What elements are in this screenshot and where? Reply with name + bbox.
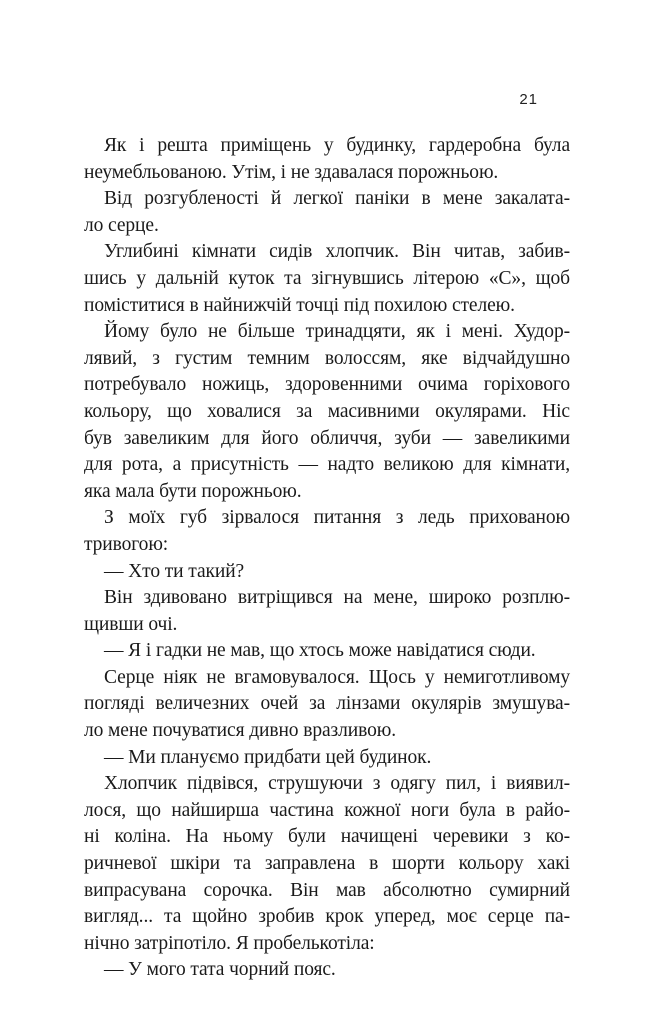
text-line: Йому було не більше тринадцяти, як і мені. Худор-: [104, 321, 570, 343]
text-line: лявий, з густим темним волоссям, яке відчайдушно: [84, 347, 570, 369]
text-line: З моїх губ зірвалося питання з ледь прихованою: [104, 507, 570, 529]
text-line: Як і решта приміщень у будинку, гардеробна була: [104, 135, 570, 156]
text-line: ні коліна. На ньому були начищені черевики з ко-: [84, 826, 570, 848]
text-line: випрасувана сорочка. Він мав абсолютно сумирний: [84, 879, 570, 901]
text-line: шись у дальній куток та зігнувшись літерою «С», щоб: [84, 267, 570, 289]
text-line: Він здивовано витріщився на мене, широко розплю-: [104, 587, 570, 609]
text-line: кольору, що ховалися за масивними окулярами. Ніс: [84, 400, 570, 422]
text-line: вигляд... та щойно зробив крок уперед, моє серце па-: [84, 906, 570, 928]
text-line: лося, що найширша частина кожної ноги була в райо-: [84, 799, 570, 821]
text-line: — Я і гадки не мав, що хтось може навідатися сюди.: [104, 640, 536, 662]
text-line: поміститися в найнижчій точці під похилою стелею.: [84, 294, 515, 316]
text-line: ричневої шкіри та заправлена в шорти кольору хакі: [84, 853, 570, 875]
body-text: [84, 133, 570, 984]
text-line: тривогою:: [84, 533, 169, 555]
text-line: неумебльованою. Утім, і не здавалася порожньою.: [84, 161, 499, 183]
text-line: для рота, а присутність — надто великою для кімнати,: [84, 454, 570, 476]
text-line: був завеликим для його обличчя, зуби — завеликими: [84, 427, 570, 449]
text-line: — Хто ти такий?: [104, 560, 245, 582]
text-line: ло мене почуватися дивно вразливою.: [84, 720, 396, 742]
text-line: ло серце.: [84, 214, 159, 236]
page-number: 21: [519, 91, 538, 108]
text-line: — У мого тата чорний пояс.: [104, 959, 336, 981]
text-line: Серце ніяк не вгамовувалося. Щось у немиготливому: [104, 666, 570, 688]
text-line: Від розгубленості й легкої паніки в мене закалата-: [104, 188, 570, 210]
text-line: Хлопчик підвівся, струшуючи з одягу пил, і виявил-: [104, 773, 570, 795]
text-line: щивши очі.: [84, 613, 178, 635]
text-line: Углибині кімнати сидів хлопчик. Він читав, забив-: [104, 241, 570, 263]
text-line: потребувало ножиць, здоровенними очима горіхового: [84, 374, 570, 396]
text-line: нічно затріпотіло. Я пробелькотіла:: [84, 932, 375, 954]
text-line: погляді величезних очей за лінзами окулярів змушува-: [84, 693, 570, 715]
text-line: яка мала бути порожньою.: [84, 480, 302, 502]
text-line: — Ми плануємо придбати цей будинок.: [104, 746, 432, 768]
